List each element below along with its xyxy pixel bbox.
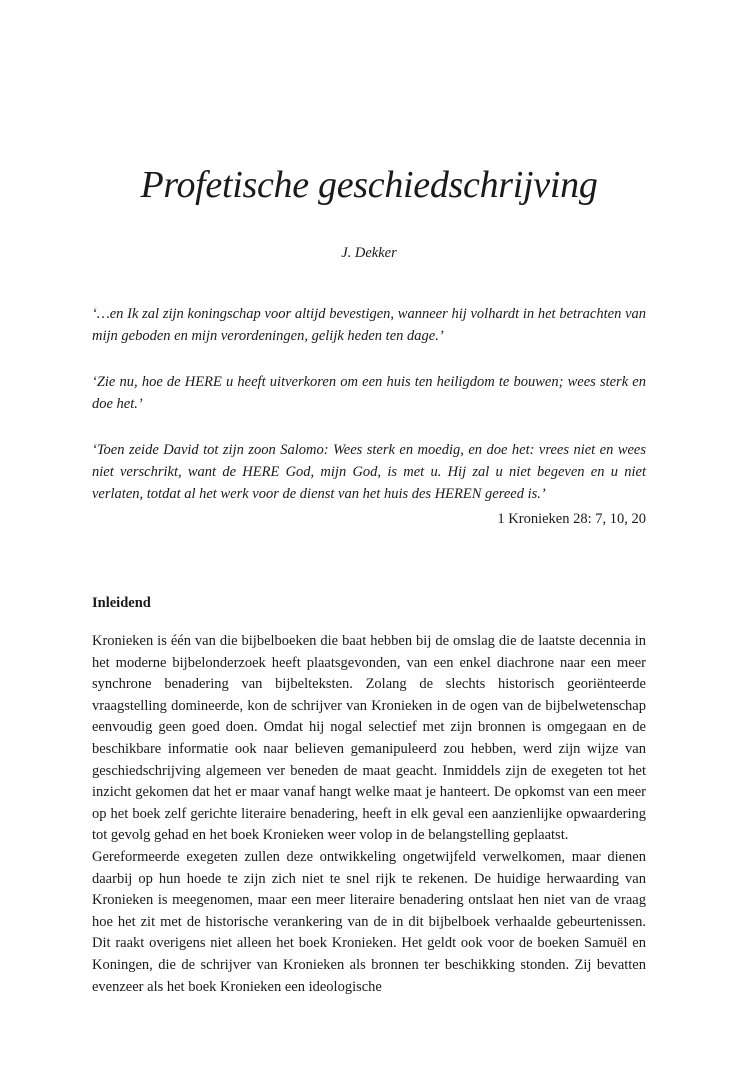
- section-body: [92, 631, 646, 998]
- epigraph-reference: 1 Kronieken 28: 7, 10, 20: [497, 511, 646, 527]
- body-paragraph: Gereformeerde exegeten zullen deze ontwikkeling ongetwijfeld verwelkomen, maar dienen daarbij op hun hoede te zijn zich niet te snel rijk te rekenen. De huidige herwaarding van Kronieken is meegenomen, maar een meer literaire benadering ontslaat hen niet van de vraag hoe het zit met de historische verankering van de in dit bijbelboek verhaalde gebeurtenissen. Dit raakt overigens niet alleen het boek Kronieken. Het geldt ook voor de boeken Samuël en Koningen, die de schrijver van Kronieken als bronnen ter beschikking stonden. Zij bevatten evenzeer als het boek Kronieken een ideologische: [92, 848, 646, 995]
- body-paragraph: Kronieken is één van die bijbelboeken die baat hebben bij de omslag die de laatste decennia in het moderne bijbelonderzoek heeft plaatsgevonden, van een enkel diachrone naar een meer synchrone benadering van bijbelteksten. Zolang de slechts historisch georiënteerde vraagstelling domineerde, kon de schrijver van Kronieken in de ogen van de bijbelwetenschap eenvoudig geen goed doen. Omdat hij nogal selectief met zijn bronnen is omgegaan en de beschikbare informatie ook naar believen gemanipuleerd zou hebben, werd zijn wijze van geschiedschrijving algemeen ver beneden de maat geacht. Inmiddels zijn de exegeten tot het inzicht gekomen dat het er maar vanaf hangt welke maat je hanteert. De opkomst van een meer op het boek zelf gerichte literaire benadering, heeft in elk geval een aanzienlijke opwaardering tot gevolg gehad en het boek Kronieken weer volop in de belangstelling geplaatst.: [92, 633, 646, 844]
- article-author: J. Dekker: [341, 245, 397, 261]
- section-heading: Inleidend: [92, 595, 151, 611]
- epigraph-quote: ‘…en Ik zal zijn koningschap voor altijd bevestigen, wanneer hij volhardt in het betrachten van mijn geboden en mijn verordeningen, gelijk heden ten dage.’: [92, 306, 646, 344]
- epigraph-quote: ‘Zie nu, hoe de HERE u heeft uitverkoren om een huis ten heiligdom te bouwen; wees sterk en doe het.’: [92, 374, 646, 412]
- epigraph: [92, 303, 646, 529]
- article-title: Profetische geschiedschrijving: [140, 164, 598, 206]
- epigraph-quote: ‘Toen zeide David tot zijn zoon Salomo: Wees sterk en moedig, en doe het: vrees niet en wees niet verschrikt, want de HERE God, mijn God, is met u. Hij zal u niet begeven en u niet verlaten, totdat al het werk voor de dienst van het huis des HEREN gereed is.’: [92, 442, 646, 502]
